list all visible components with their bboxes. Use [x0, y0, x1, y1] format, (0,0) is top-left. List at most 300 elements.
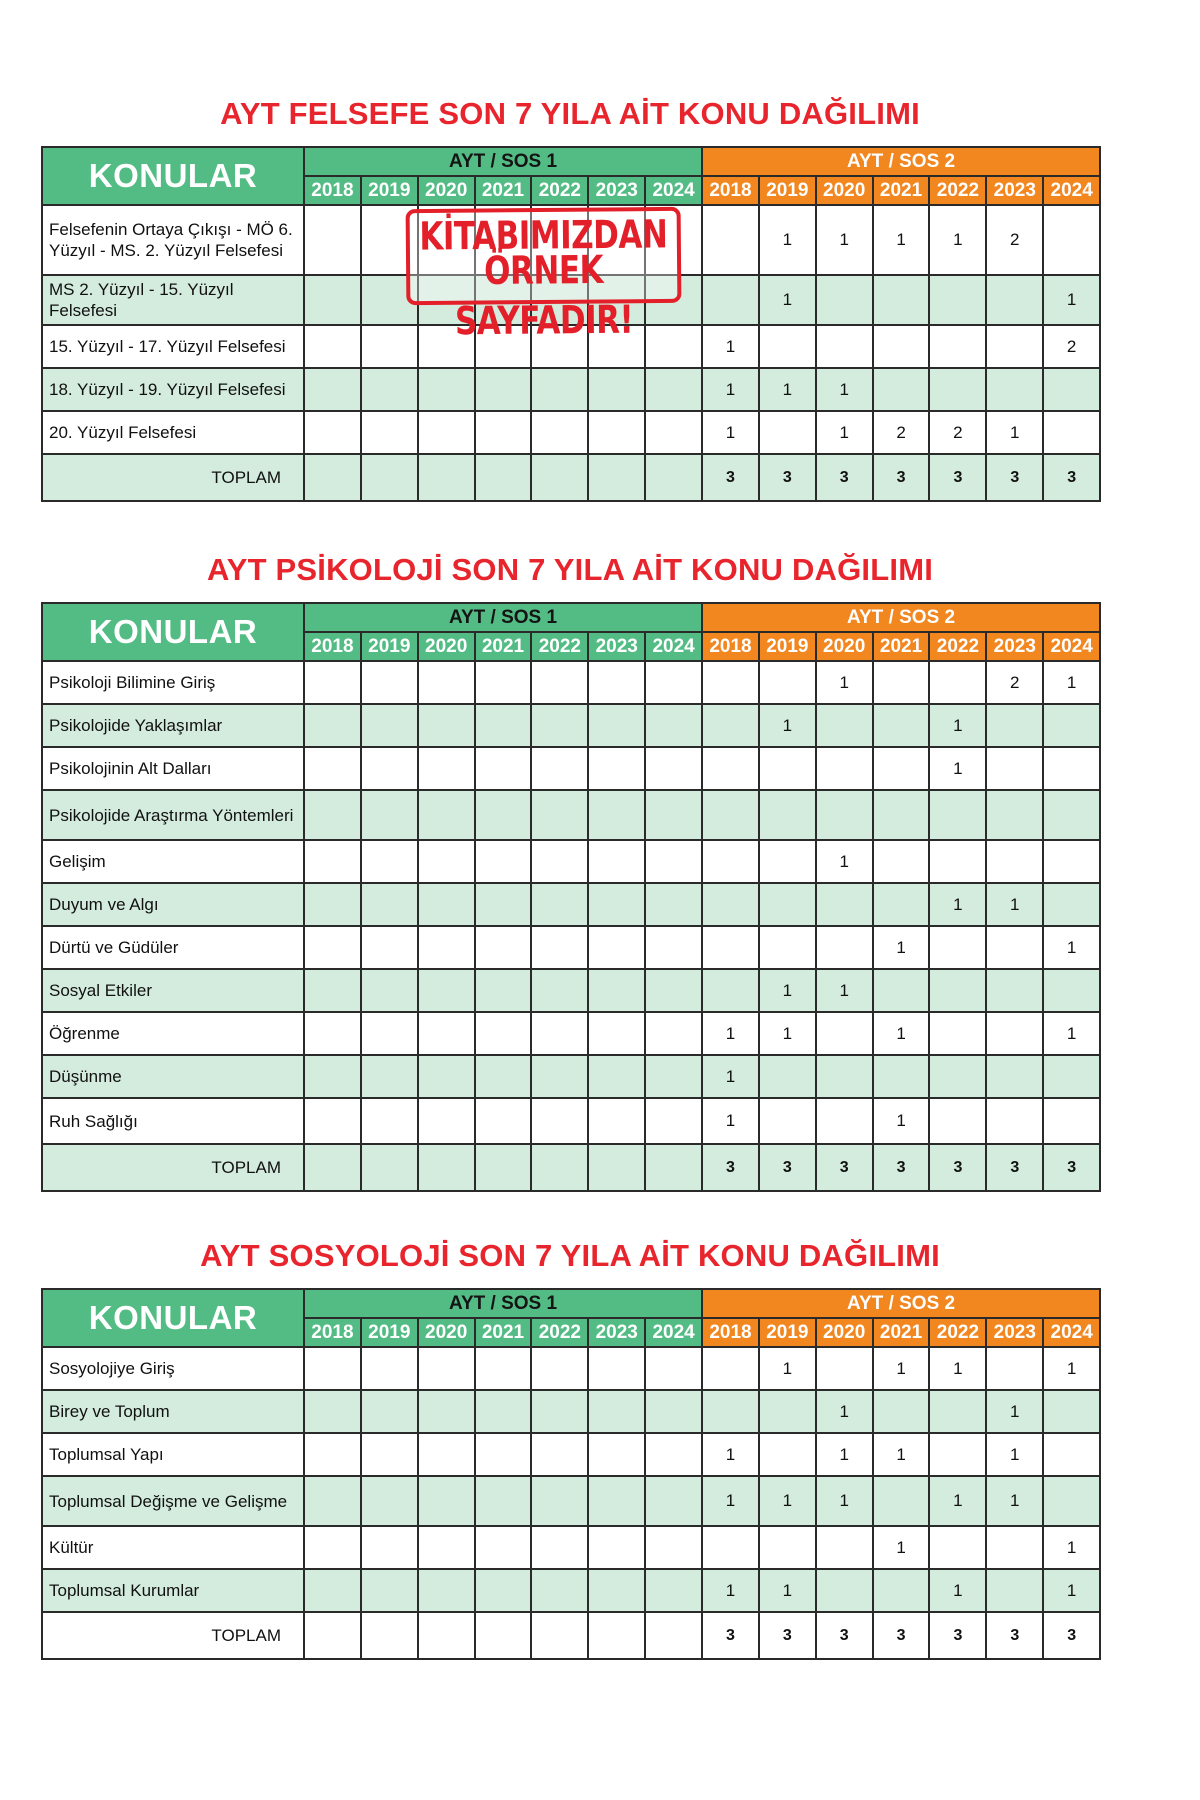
count-cell-sos2	[873, 1055, 930, 1098]
year-header-sos2: 2021	[873, 1318, 930, 1347]
total-label: TOPLAM	[42, 1612, 304, 1659]
year-header-sos1: 2024	[645, 176, 702, 205]
total-cell-sos2: 3	[1043, 1144, 1100, 1191]
year-header-sos2: 2022	[929, 176, 986, 205]
year-header-sos1: 2023	[588, 632, 645, 661]
count-cell-sos2: 1	[929, 1347, 986, 1390]
year-header-sos1: 2021	[475, 176, 532, 205]
count-cell-sos2: 1	[816, 840, 873, 883]
count-cell-sos2: 1	[759, 368, 816, 411]
count-cell-sos1	[475, 411, 532, 454]
count-cell-sos1	[645, 790, 702, 840]
count-cell-sos1	[588, 1390, 645, 1433]
count-cell-sos1	[418, 1526, 475, 1569]
count-cell-sos1	[475, 1098, 532, 1144]
topic-cell: Dürtü ve Güdüler	[42, 926, 304, 969]
count-cell-sos1	[588, 1569, 645, 1612]
count-cell-sos1	[588, 1098, 645, 1144]
count-cell-sos1	[475, 704, 532, 747]
count-cell-sos2	[986, 926, 1043, 969]
topic-cell: Felsefenin Ortaya Çıkışı - MÖ 6. Yüzyıl - MS. 2. Yüzyıl Felsefesi	[42, 205, 304, 275]
table-row	[42, 1390, 1100, 1433]
count-cell-sos2	[759, 1390, 816, 1433]
topic-cell: Toplumsal Yapı	[42, 1433, 304, 1476]
table-row	[42, 661, 1100, 704]
count-cell-sos1	[304, 1012, 361, 1055]
count-cell-sos2	[816, 1098, 873, 1144]
count-cell-sos2	[986, 368, 1043, 411]
count-cell-sos1	[361, 747, 418, 790]
topic-cell: Toplumsal Değişme ve Gelişme	[42, 1476, 304, 1526]
count-cell-sos1	[645, 1347, 702, 1390]
total-cell-sos2: 3	[759, 1144, 816, 1191]
total-cell-sos2: 3	[1043, 1612, 1100, 1659]
count-cell-sos2	[986, 840, 1043, 883]
count-cell-sos2: 1	[873, 1433, 930, 1476]
topic-cell: Toplumsal Kurumlar	[42, 1569, 304, 1612]
year-header-sos2: 2018	[702, 176, 759, 205]
topic-cell: Psikolojide Yaklaşımlar	[42, 704, 304, 747]
count-cell-sos1	[531, 1012, 588, 1055]
topic-cell: Birey ve Toplum	[42, 1390, 304, 1433]
year-header-sos1: 2020	[418, 1318, 475, 1347]
konular-header: KONULAR	[42, 1289, 304, 1347]
konular-header: KONULAR	[42, 603, 304, 661]
count-cell-sos1	[418, 1347, 475, 1390]
count-cell-sos2	[759, 840, 816, 883]
year-header-sos1: 2019	[361, 176, 418, 205]
table-row	[42, 368, 1100, 411]
count-cell-sos2	[986, 747, 1043, 790]
count-cell-sos2: 1	[816, 969, 873, 1012]
count-cell-sos1	[588, 1526, 645, 1569]
topic-cell: Sosyal Etkiler	[42, 969, 304, 1012]
count-cell-sos1	[645, 926, 702, 969]
count-cell-sos1	[361, 368, 418, 411]
count-cell-sos2	[986, 1098, 1043, 1144]
count-cell-sos1	[645, 1526, 702, 1569]
count-cell-sos2	[759, 661, 816, 704]
count-cell-sos1	[645, 969, 702, 1012]
section-title: AYT PSİKOLOJİ SON 7 YILA AİT KONU DAĞILIMI	[206, 552, 934, 587]
count-cell-sos2: 1	[1043, 275, 1100, 325]
total-row	[42, 1144, 1100, 1191]
count-cell-sos1	[418, 926, 475, 969]
count-cell-sos1	[531, 840, 588, 883]
count-cell-sos1	[645, 840, 702, 883]
count-cell-sos2	[929, 1390, 986, 1433]
count-cell-sos1	[304, 747, 361, 790]
count-cell-sos2: 1	[929, 704, 986, 747]
count-cell-sos2	[702, 883, 759, 926]
total-cell-sos2: 3	[986, 1144, 1043, 1191]
group-header-sos1: AYT / SOS 1	[304, 1289, 702, 1318]
count-cell-sos1	[418, 747, 475, 790]
total-cell-sos1	[361, 454, 418, 501]
count-cell-sos2	[1043, 1390, 1100, 1433]
count-cell-sos2: 1	[759, 1012, 816, 1055]
count-cell-sos2: 1	[929, 747, 986, 790]
count-cell-sos1	[418, 969, 475, 1012]
total-cell-sos2: 3	[873, 1612, 930, 1659]
count-cell-sos2: 1	[816, 205, 873, 275]
table-row	[42, 840, 1100, 883]
count-cell-sos1	[645, 704, 702, 747]
count-cell-sos2	[759, 325, 816, 368]
total-cell-sos1	[475, 454, 532, 501]
count-cell-sos2: 1	[759, 275, 816, 325]
count-cell-sos2	[702, 926, 759, 969]
count-cell-sos2: 1	[986, 411, 1043, 454]
count-cell-sos1	[304, 1476, 361, 1526]
topic-cell: Psikoloji Bilimine Giriş	[42, 661, 304, 704]
count-cell-sos2	[929, 1526, 986, 1569]
count-cell-sos2	[816, 1526, 873, 1569]
count-cell-sos1	[645, 1433, 702, 1476]
count-cell-sos2	[702, 1526, 759, 1569]
count-cell-sos2	[816, 883, 873, 926]
count-cell-sos2: 1	[1043, 926, 1100, 969]
year-header-sos2: 2020	[816, 1318, 873, 1347]
count-cell-sos2	[702, 969, 759, 1012]
count-cell-sos1	[588, 1433, 645, 1476]
group-header-row	[42, 147, 1100, 176]
count-cell-sos2	[873, 1476, 930, 1526]
year-header-sos1: 2018	[304, 176, 361, 205]
distribution-table	[41, 1288, 1101, 1660]
count-cell-sos2: 1	[702, 1569, 759, 1612]
count-cell-sos1	[361, 1098, 418, 1144]
count-cell-sos2	[816, 1055, 873, 1098]
table-row	[42, 704, 1100, 747]
count-cell-sos2	[929, 1012, 986, 1055]
count-cell-sos2	[816, 704, 873, 747]
count-cell-sos2	[929, 969, 986, 1012]
count-cell-sos2: 1	[702, 1012, 759, 1055]
year-header-sos2: 2023	[986, 632, 1043, 661]
count-cell-sos1	[475, 747, 532, 790]
total-cell-sos1	[531, 1612, 588, 1659]
total-cell-sos1	[304, 454, 361, 501]
count-cell-sos1	[531, 1433, 588, 1476]
count-cell-sos2	[873, 368, 930, 411]
count-cell-sos2	[702, 275, 759, 325]
count-cell-sos2: 1	[702, 1098, 759, 1144]
count-cell-sos1	[304, 661, 361, 704]
count-cell-sos1	[304, 840, 361, 883]
table-row	[42, 1347, 1100, 1390]
count-cell-sos1	[304, 790, 361, 840]
count-cell-sos2	[1043, 411, 1100, 454]
group-header-row	[42, 1289, 1100, 1318]
count-cell-sos2	[929, 368, 986, 411]
count-cell-sos1	[588, 661, 645, 704]
table-row	[42, 1476, 1100, 1526]
count-cell-sos2	[816, 1569, 873, 1612]
distribution-table	[41, 602, 1101, 1192]
group-header-sos2: AYT / SOS 2	[702, 603, 1100, 632]
count-cell-sos2: 1	[759, 205, 816, 275]
count-cell-sos1	[588, 790, 645, 840]
total-cell-sos1	[304, 1144, 361, 1191]
count-cell-sos2	[929, 275, 986, 325]
topic-cell: Öğrenme	[42, 1012, 304, 1055]
count-cell-sos2: 1	[1043, 1526, 1100, 1569]
count-cell-sos1	[361, 840, 418, 883]
count-cell-sos2: 1	[816, 1476, 873, 1526]
count-cell-sos2: 1	[759, 1347, 816, 1390]
count-cell-sos1	[645, 661, 702, 704]
year-header-sos2: 2020	[816, 632, 873, 661]
count-cell-sos2	[759, 411, 816, 454]
count-cell-sos1	[475, 1390, 532, 1433]
count-cell-sos1	[304, 411, 361, 454]
count-cell-sos1	[475, 1433, 532, 1476]
topic-cell: Ruh Sağlığı	[42, 1098, 304, 1144]
count-cell-sos2: 1	[873, 1098, 930, 1144]
count-cell-sos1	[588, 926, 645, 969]
count-cell-sos1	[531, 1390, 588, 1433]
year-header-sos2: 2018	[702, 632, 759, 661]
count-cell-sos2	[1043, 1476, 1100, 1526]
count-cell-sos2	[929, 1055, 986, 1098]
count-cell-sos1	[304, 1433, 361, 1476]
table-row	[42, 1098, 1100, 1144]
count-cell-sos1	[645, 1476, 702, 1526]
count-cell-sos2	[1043, 1433, 1100, 1476]
topic-cell: Gelişim	[42, 840, 304, 883]
count-cell-sos2	[929, 926, 986, 969]
count-cell-sos1	[645, 883, 702, 926]
total-cell-sos2: 3	[873, 454, 930, 501]
count-cell-sos1	[588, 1055, 645, 1098]
count-cell-sos2: 1	[1043, 1012, 1100, 1055]
count-cell-sos2	[929, 661, 986, 704]
count-cell-sos1	[588, 704, 645, 747]
count-cell-sos1	[531, 704, 588, 747]
count-cell-sos2	[929, 790, 986, 840]
count-cell-sos1	[304, 275, 361, 325]
count-cell-sos2	[986, 325, 1043, 368]
table-row	[42, 1433, 1100, 1476]
total-cell-sos2: 3	[816, 1144, 873, 1191]
count-cell-sos2	[759, 1526, 816, 1569]
table-row	[42, 747, 1100, 790]
year-header-sos2: 2024	[1043, 176, 1100, 205]
count-cell-sos2: 1	[873, 205, 930, 275]
total-row	[42, 454, 1100, 501]
count-cell-sos2	[986, 275, 1043, 325]
count-cell-sos1	[418, 368, 475, 411]
count-cell-sos1	[475, 1569, 532, 1612]
total-cell-sos2: 3	[702, 454, 759, 501]
count-cell-sos2: 1	[929, 205, 986, 275]
count-cell-sos2	[873, 840, 930, 883]
count-cell-sos2	[702, 747, 759, 790]
count-cell-sos1	[304, 1569, 361, 1612]
count-cell-sos1	[361, 704, 418, 747]
count-cell-sos1	[588, 1347, 645, 1390]
total-cell-sos1	[645, 454, 702, 501]
total-cell-sos1	[418, 1612, 475, 1659]
count-cell-sos2: 1	[759, 969, 816, 1012]
count-cell-sos1	[361, 1476, 418, 1526]
year-header-sos1: 2023	[588, 176, 645, 205]
topic-cell: 18. Yüzyıl - 19. Yüzyıl Felsefesi	[42, 368, 304, 411]
count-cell-sos2	[986, 790, 1043, 840]
count-cell-sos1	[645, 747, 702, 790]
year-header-sos2: 2023	[986, 176, 1043, 205]
stamp-line-2: ÖRNEK SAYFADIR!	[454, 247, 634, 345]
count-cell-sos1	[531, 883, 588, 926]
year-header-sos2: 2019	[759, 632, 816, 661]
year-header-sos1: 2020	[418, 176, 475, 205]
count-cell-sos2	[702, 704, 759, 747]
year-header-sos1: 2019	[361, 1318, 418, 1347]
count-cell-sos1	[475, 661, 532, 704]
year-header-sos1: 2021	[475, 632, 532, 661]
count-cell-sos1	[475, 790, 532, 840]
total-cell-sos2: 3	[873, 1144, 930, 1191]
count-cell-sos1	[645, 411, 702, 454]
count-cell-sos2	[1043, 969, 1100, 1012]
count-cell-sos2	[759, 1098, 816, 1144]
count-cell-sos1	[361, 1012, 418, 1055]
count-cell-sos2	[1043, 205, 1100, 275]
count-cell-sos2: 1	[759, 704, 816, 747]
count-cell-sos2: 1	[702, 411, 759, 454]
count-cell-sos2: 1	[1043, 1347, 1100, 1390]
count-cell-sos1	[418, 1012, 475, 1055]
count-cell-sos2	[816, 1347, 873, 1390]
count-cell-sos2: 2	[929, 411, 986, 454]
group-header-sos1: AYT / SOS 1	[304, 147, 702, 176]
count-cell-sos1	[475, 926, 532, 969]
total-cell-sos1	[588, 1144, 645, 1191]
count-cell-sos2: 1	[702, 1476, 759, 1526]
count-cell-sos2	[1043, 1055, 1100, 1098]
total-cell-sos1	[361, 1612, 418, 1659]
count-cell-sos1	[531, 1569, 588, 1612]
count-cell-sos1	[361, 1390, 418, 1433]
count-cell-sos1	[475, 368, 532, 411]
count-cell-sos2: 2	[1043, 325, 1100, 368]
count-cell-sos2: 1	[929, 883, 986, 926]
count-cell-sos2: 2	[986, 661, 1043, 704]
total-cell-sos2: 3	[986, 1612, 1043, 1659]
count-cell-sos2: 1	[816, 411, 873, 454]
count-cell-sos2	[929, 840, 986, 883]
count-cell-sos2: 1	[816, 661, 873, 704]
year-header-sos1: 2023	[588, 1318, 645, 1347]
count-cell-sos1	[361, 1526, 418, 1569]
year-header-sos2: 2018	[702, 1318, 759, 1347]
count-cell-sos1	[531, 1055, 588, 1098]
count-cell-sos1	[418, 1433, 475, 1476]
count-cell-sos1	[588, 368, 645, 411]
total-label: TOPLAM	[42, 454, 304, 501]
count-cell-sos2	[929, 325, 986, 368]
count-cell-sos2	[986, 1055, 1043, 1098]
count-cell-sos2	[873, 661, 930, 704]
count-cell-sos2: 1	[929, 1569, 986, 1612]
count-cell-sos2	[1043, 368, 1100, 411]
count-cell-sos1	[304, 1526, 361, 1569]
count-cell-sos2	[929, 1433, 986, 1476]
topic-cell: Psikolojide Araştırma Yöntemleri	[42, 790, 304, 840]
year-header-sos2: 2024	[1043, 632, 1100, 661]
year-header-sos2: 2019	[759, 1318, 816, 1347]
count-cell-sos2	[702, 840, 759, 883]
count-cell-sos2	[702, 661, 759, 704]
total-row	[42, 1612, 1100, 1659]
count-cell-sos2	[1043, 747, 1100, 790]
count-cell-sos1	[361, 661, 418, 704]
year-header-sos1: 2024	[645, 1318, 702, 1347]
count-cell-sos1	[304, 926, 361, 969]
count-cell-sos1	[645, 1055, 702, 1098]
count-cell-sos2: 1	[1043, 661, 1100, 704]
count-cell-sos1	[361, 1055, 418, 1098]
count-cell-sos1	[531, 969, 588, 1012]
count-cell-sos1	[418, 1476, 475, 1526]
topic-cell: Düşünme	[42, 1055, 304, 1098]
count-cell-sos1	[531, 1347, 588, 1390]
count-cell-sos1	[588, 1012, 645, 1055]
count-cell-sos1	[645, 1569, 702, 1612]
table-row	[42, 926, 1100, 969]
count-cell-sos1	[304, 883, 361, 926]
count-cell-sos2: 1	[986, 883, 1043, 926]
count-cell-sos2	[702, 790, 759, 840]
count-cell-sos1	[531, 1476, 588, 1526]
topic-cell: Duyum ve Algı	[42, 883, 304, 926]
count-cell-sos1	[645, 368, 702, 411]
count-cell-sos2	[759, 883, 816, 926]
year-header-sos1: 2022	[531, 632, 588, 661]
year-header-sos1: 2022	[531, 1318, 588, 1347]
count-cell-sos2	[759, 1433, 816, 1476]
total-cell-sos1	[645, 1612, 702, 1659]
count-cell-sos1	[475, 1526, 532, 1569]
count-cell-sos2	[702, 205, 759, 275]
year-header-sos2: 2020	[816, 176, 873, 205]
year-header-sos1: 2022	[531, 176, 588, 205]
count-cell-sos1	[304, 704, 361, 747]
count-cell-sos1	[475, 1012, 532, 1055]
count-cell-sos2: 2	[873, 411, 930, 454]
count-cell-sos2: 1	[873, 1012, 930, 1055]
count-cell-sos2	[986, 1012, 1043, 1055]
total-cell-sos1	[531, 454, 588, 501]
total-cell-sos2: 3	[986, 454, 1043, 501]
count-cell-sos2: 2	[986, 205, 1043, 275]
count-cell-sos2	[759, 1055, 816, 1098]
count-cell-sos1	[304, 1347, 361, 1390]
count-cell-sos1	[531, 926, 588, 969]
total-label: TOPLAM	[42, 1144, 304, 1191]
year-header-sos1: 2021	[475, 1318, 532, 1347]
count-cell-sos2	[816, 790, 873, 840]
count-cell-sos2: 1	[702, 1055, 759, 1098]
count-cell-sos2	[986, 969, 1043, 1012]
count-cell-sos2	[873, 325, 930, 368]
count-cell-sos1	[418, 661, 475, 704]
total-cell-sos1	[475, 1612, 532, 1659]
total-cell-sos1	[361, 1144, 418, 1191]
count-cell-sos1	[418, 704, 475, 747]
count-cell-sos1	[475, 840, 532, 883]
